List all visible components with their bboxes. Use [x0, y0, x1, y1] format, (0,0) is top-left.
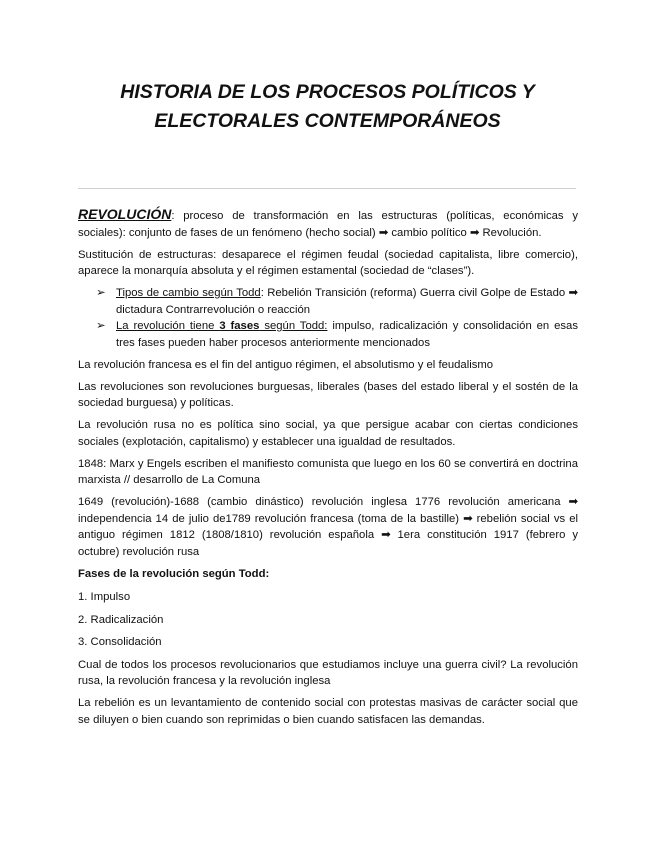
document-title: [60, 78, 595, 136]
bullet-change-types-text: : Rebelión Transición (reforma) Guerra civil Golpe de Estado ➡ dictadura Contrarrevolución o reacción: [116, 287, 578, 316]
bullet-three-phases-label: [116, 320, 327, 332]
title-line-2: ELECTORALES CONTEMPORÁNEOS: [154, 110, 501, 132]
intro-definition: : proceso de transformación en las estructuras (políticas, económicas y sociales): conjunto de fases de un fenómeno (hecho social) ➡ cambio político ➡ Revolución.: [78, 210, 578, 239]
intro-term: REVOLUCIÓN: [78, 206, 172, 222]
bullet-three-phases-bold: 3 fases: [219, 320, 260, 332]
title-divider: [78, 188, 576, 189]
paragraph-timeline: 1649 (revolución)-1688 (cambio dinástico) revolución inglesa 1776 revolución americana ➡ independencia 14 de julio de1789 revolución francesa (toma de la bastille) ➡ rebelión social vs el antiguo régimen 1812 (1808/1810) revolución española ➡ 1era constitución 1917 (febrero y octubre) revolución rusa: [78, 496, 578, 558]
phase-item: 1. Impulso: [78, 591, 131, 603]
bullet-three-phases-label-a: La revolución tiene: [116, 320, 220, 332]
document-body: [78, 206, 578, 734]
paragraph-french-revolution: La revolución francesa es el fin del antiguo régimen, el absolutismo y el feudalismo: [78, 358, 494, 371]
bullet-three-phases-label-c: según Todd:: [259, 320, 328, 332]
paragraph-1848: 1848: Marx y Engels escriben el manifiesto comunista que luego en los 60 se convertirá en doctrina marxista // desarrollo de La Comuna: [78, 457, 578, 486]
bullet-list: [78, 285, 578, 351]
bullet-three-phases: [78, 318, 578, 351]
bullet-change-types-label: Tipos de cambio según Todd: [116, 287, 261, 299]
phase-item: 3. Consolidación: [78, 636, 162, 648]
intro-paragraph: [78, 206, 578, 241]
paragraph-civil-war-question: Cual de todos los procesos revolucionarios que estudiamos incluye una guerra civil? La revolución rusa, la revolución francesa y la revolución inglesa: [78, 658, 578, 687]
title-line-1: HISTORIA DE LOS PROCESOS POLÍTICOS Y: [120, 81, 535, 103]
bullet-change-types: [78, 285, 578, 318]
bullet-three-phases-text: impulso, radicalización y consolidación en esas tres fases pueden haber procesos anteriormente mencionados: [116, 320, 578, 349]
phase-item: 2. Radicalización: [78, 613, 164, 626]
paragraph-russian-revolution: La revolución rusa no es política sino social, ya que persigue acabar con ciertas condiciones sociales (explotación, capitalismo) y establecer una igualdad de resultados.: [78, 419, 578, 448]
arrow-bullet-icon: ➢: [96, 320, 106, 332]
arrow-bullet-icon: ➢: [96, 287, 106, 299]
paragraph-rebellion-definition: La rebelión es un levantamiento de contenido social con protestas masivas de carácter social que se diluyen o bien cuando son reprimidas o bien cuando satisfacen las demandas.: [78, 697, 578, 726]
structures-paragraph: Sustitución de estructuras: desaparece el régimen feudal (sociedad capitalista, libre comercio), aparece la monarquía absoluta y el régimen estamental (sociedad de “clases”).: [78, 248, 578, 277]
paragraph-bourgeois-revolutions: Las revoluciones son revoluciones burguesas, liberales (bases del estado liberal y el sostén de la sociedad burguesa) y políticas.: [78, 380, 578, 409]
phases-heading: Fases de la revolución según Todd:: [78, 567, 270, 580]
